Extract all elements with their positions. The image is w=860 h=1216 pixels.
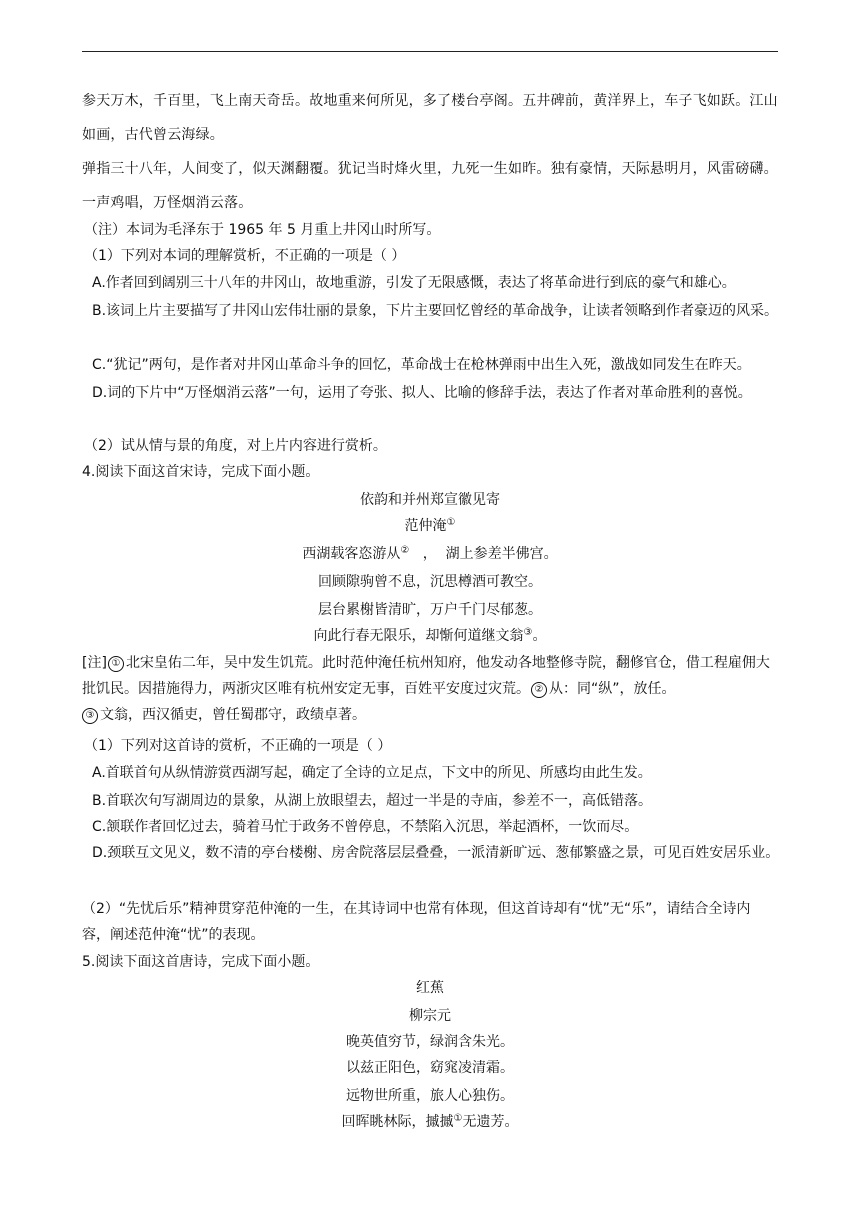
poem-line: 西湖载客恣游从② ， 湖上参差半佛宫。 [302, 545, 558, 562]
poem-line: 向此行春无限乐，却惭何道继文翁③。 [313, 627, 547, 644]
option-a: A.首联首句从纵情游赏西湖写起，确定了全诗的立足点，下文中的所见、所感均由此生发。 [92, 765, 652, 781]
note-marker: ③ [82, 708, 98, 724]
poem-stanza-1: 参天万木，千百里，飞上南天奇岳。故地重来何所见，多了楼台亭阁。五井碑前，黄洋界上，车子飞如跃。江山如画，古代曾云海绿。 [82, 93, 778, 143]
poem-line: 回顾隙驹曾不息，沉思樽酒可教空。 [318, 574, 542, 590]
poem-title: 依韵和并州郑宣徽见寄 [360, 492, 500, 508]
poem-title: 红蕉 [416, 980, 444, 996]
option-a: A.作者回到阔别三十八年的井冈山，故地重游，引发了无限感慨，表达了将革命进行到底的豪气和雄心。 [92, 275, 736, 291]
note-marker: ① [108, 656, 124, 672]
question-3-2: （2）试从情与景的角度，对上片内容进行赏析。 [84, 438, 387, 454]
option-d: D.词的下片中“万怪烟消云落”一句，运用了夸张、拟人、比喻的修辞手法，表达了作者对革命胜利的喜悦。 [92, 385, 752, 401]
poem-line: 远物世所重，旅人心独伤。 [346, 1088, 514, 1104]
note-marker: ② [531, 682, 547, 698]
question-3-1: （1）下列对本词的理解赏析，不正确的一项是（ ） [84, 248, 406, 264]
option-b: B.首联次句写湖周边的景象，从湖上放眼望去，超过一半是的寺庙，参差不一，高低错落。 [92, 793, 653, 809]
header-rule [82, 51, 778, 52]
option-c: C.颔联作者回忆过去，骑着马忙于政务不曾停息，不禁陷入沉思，举起酒杯，一饮而尽。 [92, 819, 639, 835]
option-b: B.该词上片主要描写了井冈山宏伟壮丽的景象，下片主要回忆曾经的革命战争，让读者领略到作者豪迈的风采。 [92, 303, 779, 319]
poem-notes: [注] ① 北宋皇佑二年，吴中发生饥荒。此时范仲淹任杭州知府，他发动各地整修寺院，翻修官仓，借工程雇佣大批饥民。因措施得力，两浙灾区唯有杭州安定无事，百姓平安度过灾荒。 ② 从：同“纵”，放任。 ③ 文翁，西汉循吏，曾任蜀郡守，政绩卓著。 [82, 655, 770, 723]
question-4-2: （2）“先忧后乐”精神贯穿范仲淹的一生，在其诗词中也常有体现，但这首诗却有“忧”无“乐”，请结合全诗内容，阐述范仲淹“忧”的表现。 [82, 901, 751, 943]
poem-author: 范仲淹① [404, 517, 456, 534]
question-5-heading: 5.阅读下面这首唐诗，完成下面小题。 [82, 954, 320, 970]
option-c: C.“犹记”两句，是作者对井冈山革命斗争的回忆，革命战士在枪林弹雨中出生入死，激战如同发生在昨天。 [92, 357, 751, 373]
question-4-1: （1）下列对这首诗的赏析，不正确的一项是（ ） [84, 738, 392, 754]
poem-note: （注）本词为毛泽东于 1965 年 5 月重上井冈山时所写。 [84, 222, 441, 238]
poem-line: 回晖眺林际，摵摵①无遗芳。 [341, 1113, 519, 1130]
poem-line: 以兹正阳色，窈窕凌清霜。 [346, 1060, 514, 1076]
poem-author: 柳宗元 [409, 1008, 451, 1024]
poem-stanza-2: 弹指三十八年，人间变了，似天渊翻覆。犹记当时烽火里，九死一生如昨。独有豪情，天际悬明月，风雷磅礴。一声鸡唱，万怪烟消云落。 [82, 161, 778, 211]
question-4-heading: 4.阅读下面这首宋诗，完成下面小题。 [82, 464, 320, 480]
poem-line: 晚英值穷节，绿润含朱光。 [346, 1034, 514, 1050]
poem-line: 层台累榭皆清旷，万户千门尽郁葱。 [318, 602, 542, 618]
option-d: D.颈联互文见义，数不清的亭台楼榭、房舍院落层层叠叠，一派清新旷远、葱郁繁盛之景，可见百姓安居乐业。 [92, 845, 780, 861]
